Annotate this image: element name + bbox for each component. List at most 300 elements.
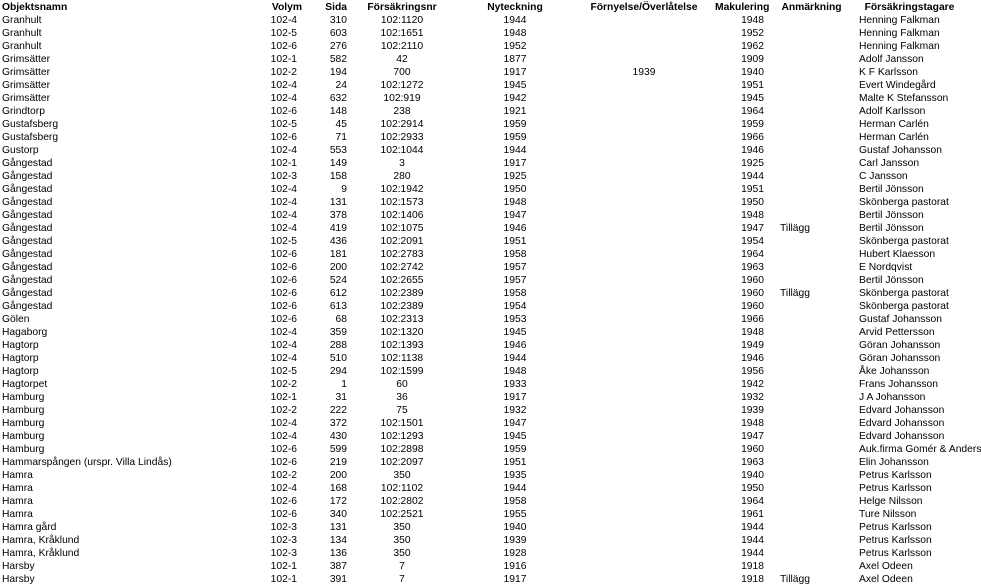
table-row (0, 170, 960, 183)
cell-makulering: 1909 (741, 54, 764, 65)
cell-makulering: 1944 (741, 171, 764, 182)
cell-anmarkning (764, 66, 859, 79)
cell-sida: 430 (329, 431, 347, 442)
cell-forsakringsnr: 102:2091 (380, 236, 424, 247)
table-row (0, 118, 960, 131)
cell-fornyelse (573, 521, 715, 534)
cell-forsakringsnr: 42 (396, 54, 408, 65)
table-row (0, 547, 960, 560)
cell-volym: 102-5 (270, 119, 297, 130)
header-anmarkning: Anmärkning (781, 1, 842, 13)
cell-objektsnamn: Grimsätter (2, 93, 51, 104)
cell-fornyelse (573, 14, 715, 27)
header-objektsnamn: Objektsnamn (2, 1, 68, 13)
cell-fornyelse (573, 560, 715, 573)
cell-volym: 102-4 (270, 418, 297, 429)
cell-makulering: 1925 (741, 158, 764, 169)
cell-anmarkning (764, 196, 859, 209)
cell-forsakringsnr: 102:2898 (380, 444, 424, 455)
table-row (0, 274, 960, 287)
cell-objektsnamn: Hamra (2, 496, 33, 507)
table-row (0, 40, 960, 53)
cell-fornyelse (573, 222, 715, 235)
cell-sida: 181 (329, 249, 347, 260)
cell-makulering: 1951 (741, 80, 764, 91)
cell-forsakringsnr: 7 (399, 574, 405, 585)
header-forsakringstagare: Försäkringstagare (864, 1, 955, 13)
cell-sida: 372 (329, 418, 347, 429)
cell-sida: 387 (329, 561, 347, 572)
cell-objektsnamn: Gångestad (2, 249, 53, 260)
cell-nyteckning: 1939 (503, 535, 527, 546)
cell-fornyelse (573, 300, 715, 313)
cell-forsakringstagare: Petrus Karlsson (859, 548, 932, 559)
table-row (0, 131, 960, 144)
cell-anmarkning (764, 183, 859, 196)
table-row (0, 261, 960, 274)
cell-anmarkning (764, 274, 859, 287)
cell-volym: 102-4 (270, 340, 297, 351)
cell-makulering: 1949 (741, 340, 764, 351)
cell-fornyelse (573, 196, 715, 209)
cell-fornyelse (573, 183, 715, 196)
cell-nyteckning: 1945 (503, 80, 527, 91)
cell-fornyelse (573, 40, 715, 53)
cell-objektsnamn: Gångestad (2, 288, 53, 299)
cell-objektsnamn: Grimsätter (2, 80, 51, 91)
cell-nyteckning: 1917 (503, 158, 527, 169)
cell-objektsnamn: Hamra (2, 509, 33, 520)
cell-nyteckning: 1959 (503, 119, 527, 130)
cell-anmarkning (764, 404, 859, 417)
cell-forsakringsnr: 102:1044 (380, 145, 424, 156)
cell-forsakringsnr: 102:2933 (380, 132, 424, 143)
cell-volym: 102-4 (270, 184, 297, 195)
cell-nyteckning: 1958 (503, 249, 527, 260)
cell-anmarkning (764, 482, 859, 495)
cell-forsakringstagare: Petrus Karlsson (859, 535, 932, 546)
cell-makulering: 1948 (741, 15, 764, 26)
cell-sida: 378 (329, 210, 347, 221)
cell-nyteckning: 1942 (503, 93, 527, 104)
table-row (0, 404, 960, 417)
cell-volym: 102-6 (270, 314, 297, 325)
cell-fornyelse (573, 469, 715, 482)
cell-makulering: 1948 (741, 210, 764, 221)
cell-nyteckning: 1877 (503, 54, 527, 65)
cell-volym: 102-4 (270, 210, 297, 221)
cell-sida: 553 (329, 145, 347, 156)
cell-fornyelse (573, 144, 715, 157)
cell-anmarkning (764, 521, 859, 534)
cell-anmarkning (764, 560, 859, 573)
cell-objektsnamn: Hagtorp (2, 340, 39, 351)
cell-forsakringstagare: Elin Johansson (859, 457, 929, 468)
cell-forsakringsnr: 102:1293 (380, 431, 424, 442)
cell-nyteckning: 1953 (503, 314, 527, 325)
cell-volym: 102-4 (270, 327, 297, 338)
cell-volym: 102-4 (270, 431, 297, 442)
cell-makulering: 1956 (741, 366, 764, 377)
cell-objektsnamn: Hagtorp (2, 353, 39, 364)
cell-volym: 102-5 (270, 236, 297, 247)
cell-anmarkning (764, 209, 859, 222)
cell-volym: 102-5 (270, 366, 297, 377)
table-row (0, 417, 960, 430)
cell-makulering: 1960 (741, 288, 764, 299)
cell-volym: 102-6 (270, 106, 297, 117)
table-row (0, 248, 960, 261)
cell-objektsnamn: Grimsätter (2, 67, 51, 78)
cell-objektsnamn: Gångestad (2, 275, 53, 286)
cell-forsakringstagare: Bertil Jönsson (859, 210, 924, 221)
cell-makulering: 1944 (741, 535, 764, 546)
cell-makulering: 1940 (741, 470, 764, 481)
cell-forsakringstagare: Edvard Johansson (859, 431, 945, 442)
cell-makulering: 1946 (741, 353, 764, 364)
header-row (0, 0, 960, 14)
cell-anmarkning (764, 365, 859, 378)
cell-forsakringstagare: Malte K Stefansson (859, 93, 949, 104)
cell-objektsnamn: Hamra gård (2, 522, 57, 533)
cell-anmarkning (764, 430, 859, 443)
cell-nyteckning: 1946 (503, 223, 527, 234)
cell-forsakringsnr: 102:2802 (380, 496, 424, 507)
cell-volym: 102-6 (270, 444, 297, 455)
cell-volym: 102-6 (270, 275, 297, 286)
cell-objektsnamn: Hamra, Kråklund (2, 535, 80, 546)
cell-nyteckning: 1945 (503, 431, 527, 442)
cell-fornyelse: 1939 (632, 67, 656, 78)
cell-forsakringsnr: 102:1102 (380, 483, 424, 494)
cell-forsakringsnr: 102:1320 (380, 327, 424, 338)
cell-forsakringsnr: 102:1075 (380, 223, 424, 234)
cell-volym: 102-6 (270, 288, 297, 299)
cell-makulering: 1947 (741, 431, 764, 442)
cell-forsakringsnr: 350 (393, 470, 411, 481)
cell-forsakringstagare: Axel Odeen (859, 561, 913, 572)
cell-sida: 288 (329, 340, 347, 351)
cell-makulering: 1962 (741, 41, 764, 52)
cell-sida: 24 (335, 80, 347, 91)
cell-forsakringstagare: Helge Nilsson (859, 496, 923, 507)
cell-anmarkning (764, 469, 859, 482)
cell-volym: 102-1 (270, 561, 297, 572)
cell-objektsnamn: Gångestad (2, 301, 53, 312)
cell-objektsnamn: Harsby (2, 561, 35, 572)
cell-sida: 136 (329, 548, 347, 559)
table-row (0, 456, 960, 469)
cell-forsakringsnr: 238 (393, 106, 411, 117)
table-row (0, 534, 960, 547)
cell-forsakringsnr: 102:2783 (380, 249, 424, 260)
cell-makulering: 1948 (741, 418, 764, 429)
cell-fornyelse (573, 27, 715, 40)
cell-makulering: 1966 (741, 314, 764, 325)
cell-fornyelse (573, 79, 715, 92)
cell-fornyelse (573, 287, 715, 300)
cell-forsakringsnr: 102:2914 (380, 119, 424, 130)
cell-fornyelse (573, 352, 715, 365)
cell-nyteckning: 1944 (503, 145, 527, 156)
cell-nyteckning: 1948 (503, 197, 527, 208)
cell-anmarkning (764, 79, 859, 92)
table-row (0, 469, 960, 482)
cell-makulering: 1939 (741, 405, 764, 416)
cell-fornyelse (573, 274, 715, 287)
cell-anmarkning (764, 443, 859, 456)
cell-anmarkning (764, 235, 859, 248)
cell-forsakringsnr: 102:1942 (380, 184, 424, 195)
cell-objektsnamn: Granhult (2, 15, 42, 26)
cell-objektsnamn: Gustafsberg (2, 119, 59, 130)
cell-anmarkning: Tillägg (780, 223, 810, 234)
cell-sida: 68 (335, 314, 347, 325)
cell-nyteckning: 1959 (503, 444, 527, 455)
cell-volym: 102-6 (270, 457, 297, 468)
cell-forsakringstagare: Herman Carlén (859, 132, 929, 143)
cell-makulering: 1960 (741, 444, 764, 455)
cell-makulering: 1966 (741, 132, 764, 143)
cell-volym: 102-4 (270, 223, 297, 234)
cell-objektsnamn: Gångestad (2, 197, 53, 208)
cell-fornyelse (573, 430, 715, 443)
cell-sida: 158 (329, 171, 347, 182)
cell-fornyelse (573, 404, 715, 417)
cell-sida: 149 (329, 158, 347, 169)
cell-forsakringstagare: Edvard Johansson (859, 405, 945, 416)
cell-objektsnamn: Hammarspången (urspr. Villa Lindås) (2, 457, 172, 468)
cell-objektsnamn: Gölen (2, 314, 30, 325)
cell-volym: 102-1 (270, 574, 297, 585)
table-row (0, 378, 960, 391)
cell-nyteckning: 1951 (503, 236, 527, 247)
cell-forsakringsnr: 102:1406 (380, 210, 424, 221)
cell-anmarkning: Tillägg (780, 574, 810, 585)
cell-nyteckning: 1917 (503, 67, 527, 78)
cell-fornyelse (573, 365, 715, 378)
cell-volym: 102-2 (270, 470, 297, 481)
cell-anmarkning (764, 547, 859, 560)
table-row (0, 482, 960, 495)
cell-anmarkning (764, 53, 859, 66)
cell-makulering: 1961 (741, 509, 764, 520)
cell-sida: 599 (329, 444, 347, 455)
cell-sida: 31 (335, 392, 347, 403)
cell-forsakringstagare: Skönberga pastorat (859, 236, 949, 247)
cell-nyteckning: 1933 (503, 379, 527, 390)
table-row (0, 53, 960, 66)
cell-objektsnamn: Gustorp (2, 145, 39, 156)
cell-volym: 102-1 (270, 158, 297, 169)
cell-forsakringsnr: 102:1599 (380, 366, 424, 377)
cell-fornyelse (573, 456, 715, 469)
cell-objektsnamn: Harsby (2, 574, 35, 585)
table-header (0, 0, 960, 14)
cell-nyteckning: 1916 (503, 561, 527, 572)
cell-nyteckning: 1958 (503, 288, 527, 299)
cell-volym: 102-3 (270, 548, 297, 559)
cell-forsakringstagare: Petrus Karlsson (859, 522, 932, 533)
cell-forsakringstagare: Adolf Jansson (859, 54, 924, 65)
cell-sida: 359 (329, 327, 347, 338)
cell-fornyelse (573, 326, 715, 339)
cell-makulering: 1947 (741, 223, 764, 234)
table-row (0, 443, 960, 456)
cell-forsakringsnr: 102:1501 (380, 418, 424, 429)
cell-makulering: 1946 (741, 145, 764, 156)
cell-makulering: 1963 (741, 457, 764, 468)
cell-forsakringstagare: Henning Falkman (859, 15, 940, 26)
cell-forsakringsnr: 350 (393, 535, 411, 546)
cell-fornyelse (573, 391, 715, 404)
cell-fornyelse (573, 157, 715, 170)
cell-objektsnamn: Hamburg (2, 431, 45, 442)
cell-forsakringstagare: Gustaf Johansson (859, 314, 942, 325)
table-row (0, 79, 960, 92)
cell-sida: 524 (329, 275, 347, 286)
cell-sida: 510 (329, 353, 347, 364)
cell-sida: 632 (329, 93, 347, 104)
cell-forsakringstagare: Herman Carlén (859, 119, 929, 130)
cell-forsakringstagare: Ture Nilsson (859, 509, 917, 520)
cell-sida: 612 (329, 288, 347, 299)
cell-forsakringstagare: Axel Odeen (859, 574, 913, 585)
cell-volym: 102-3 (270, 522, 297, 533)
header-forsakringsnr: Försäkringsnr (367, 1, 437, 13)
cell-nyteckning: 1944 (503, 483, 527, 494)
cell-makulering: 1960 (741, 275, 764, 286)
cell-makulering: 1952 (741, 28, 764, 39)
header-makulering: Makulering (715, 1, 770, 13)
cell-volym: 102-4 (270, 80, 297, 91)
cell-forsakringsnr: 102:1138 (380, 353, 424, 364)
cell-forsakringstagare: Skönberga pastorat (859, 288, 949, 299)
cell-fornyelse (573, 209, 715, 222)
cell-anmarkning (764, 118, 859, 131)
cell-makulering: 1964 (741, 249, 764, 260)
cell-nyteckning: 1959 (503, 132, 527, 143)
cell-objektsnamn: Hamra, Kråklund (2, 548, 80, 559)
cell-objektsnamn: Gångestad (2, 262, 53, 273)
cell-sida: 219 (329, 457, 347, 468)
cell-anmarkning (764, 105, 859, 118)
cell-makulering: 1944 (741, 548, 764, 559)
cell-makulering: 1918 (741, 561, 764, 572)
header-volym: Volym (271, 1, 302, 13)
cell-fornyelse (573, 417, 715, 430)
cell-fornyelse (573, 131, 715, 144)
cell-sida: 71 (335, 132, 347, 143)
cell-anmarkning (764, 170, 859, 183)
cell-forsakringstagare: Åke Johansson (859, 366, 930, 377)
cell-volym: 102-4 (270, 483, 297, 494)
cell-forsakringsnr: 60 (396, 379, 408, 390)
cell-anmarkning (764, 456, 859, 469)
cell-volym: 102-2 (270, 67, 297, 78)
cell-objektsnamn: Granhult (2, 28, 42, 39)
cell-forsakringstagare: Carl Jansson (859, 158, 920, 169)
table-row (0, 573, 960, 586)
cell-volym: 102-6 (270, 301, 297, 312)
cell-forsakringsnr: 102:1272 (380, 80, 424, 91)
cell-forsakringstagare: Arvid Pettersson (859, 327, 935, 338)
cell-volym: 102-4 (270, 197, 297, 208)
cell-objektsnamn: Hamburg (2, 405, 45, 416)
cell-sida: 45 (335, 119, 347, 130)
cell-makulering: 1940 (741, 67, 764, 78)
cell-forsakringstagare: K F Karlsson (859, 67, 918, 78)
cell-forsakringsnr: 102:2389 (380, 288, 424, 299)
cell-forsakringsnr: 102:1393 (380, 340, 424, 351)
cell-nyteckning: 1946 (503, 340, 527, 351)
table-row (0, 300, 960, 313)
cell-anmarkning (764, 534, 859, 547)
cell-nyteckning: 1950 (503, 184, 527, 195)
table-row (0, 313, 960, 326)
table-row (0, 287, 960, 300)
cell-fornyelse (573, 443, 715, 456)
cell-volym: 102-4 (270, 15, 297, 26)
cell-anmarkning (764, 40, 859, 53)
cell-fornyelse (573, 92, 715, 105)
cell-volym: 102-6 (270, 41, 297, 52)
table-row (0, 105, 960, 118)
cell-sida: 148 (329, 106, 347, 117)
cell-sida: 9 (341, 184, 347, 195)
cell-volym: 102-4 (270, 353, 297, 364)
cell-volym: 102-6 (270, 132, 297, 143)
cell-anmarkning (764, 92, 859, 105)
cell-nyteckning: 1957 (503, 275, 527, 286)
cell-objektsnamn: Hamburg (2, 444, 45, 455)
cell-fornyelse (573, 235, 715, 248)
cell-objektsnamn: Grimsätter (2, 54, 51, 65)
cell-fornyelse (573, 339, 715, 352)
cell-nyteckning: 1948 (503, 366, 527, 377)
cell-objektsnamn: Hamra (2, 483, 33, 494)
cell-objektsnamn: Gångestad (2, 158, 53, 169)
cell-forsakringstagare: Petrus Karlsson (859, 470, 932, 481)
cell-forsakringsnr: 102:2521 (380, 509, 424, 520)
cell-nyteckning: 1947 (503, 418, 527, 429)
cell-nyteckning: 1921 (503, 106, 527, 117)
cell-sida: 1 (341, 379, 347, 390)
cell-objektsnamn: Gångestad (2, 223, 53, 234)
cell-anmarkning (764, 27, 859, 40)
cell-forsakringsnr: 102:2097 (380, 457, 424, 468)
cell-nyteckning: 1945 (503, 327, 527, 338)
cell-fornyelse (573, 170, 715, 183)
cell-forsakringsnr: 350 (393, 548, 411, 559)
table-row (0, 508, 960, 521)
cell-sida: 294 (329, 366, 347, 377)
cell-forsakringstagare: Gustaf Johansson (859, 145, 942, 156)
cell-forsakringsnr: 350 (393, 522, 411, 533)
cell-makulering: 1945 (741, 93, 764, 104)
cell-volym: 102-6 (270, 249, 297, 260)
header-nyteckning: Nyteckning (487, 1, 543, 13)
table-row (0, 196, 960, 209)
cell-objektsnamn: Granhult (2, 41, 42, 52)
table-row (0, 222, 960, 235)
cell-fornyelse (573, 53, 715, 66)
cell-forsakringsnr: 102:1573 (380, 197, 424, 208)
cell-anmarkning (764, 144, 859, 157)
cell-objektsnamn: Hamburg (2, 392, 45, 403)
cell-makulering: 1964 (741, 496, 764, 507)
cell-fornyelse (573, 261, 715, 274)
